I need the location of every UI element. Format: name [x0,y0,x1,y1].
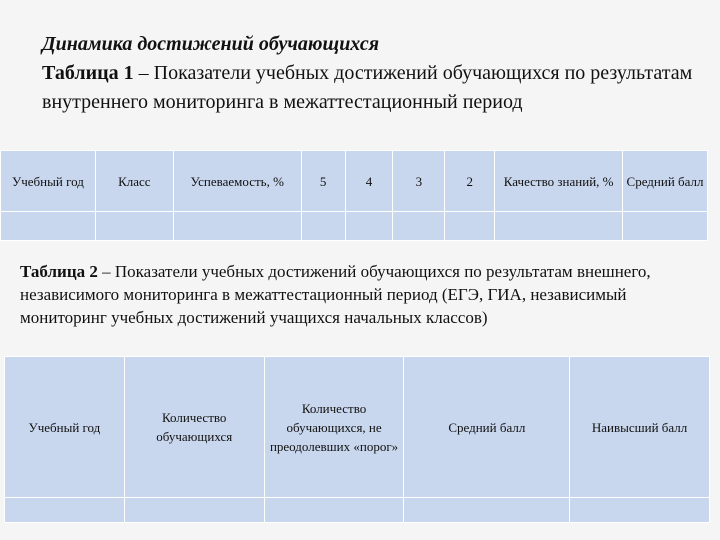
table1-header-row [1,151,708,212]
table2-caption-text: – Показатели учебных достижений обучающихся по результатам внешнего, независимого мониторинга в межаттестационный период (ЕГЭ, ГИА, независимый мониторинг учебных достижений учащихся начальных классов) [20,262,651,327]
table-cell [570,498,710,523]
table2-label: Таблица 2 [20,262,98,281]
table1-header-cell: 5 [301,151,345,212]
slide-heading [42,30,702,117]
table-cell [345,212,393,241]
table-2 [4,356,710,523]
table1-header-cell: 4 [345,151,393,212]
table-1 [0,150,708,241]
table-cell [1,212,96,241]
table1-header-cell: Качество знаний, % [495,151,623,212]
table1-caption-text: – Показатели учебных достижений обучающихся по результатам внутреннего мониторинга в межаттестационный период [42,62,693,113]
table-cell [173,212,301,241]
table2-header-cell: Количество обучающихся [124,357,264,498]
table-cell [404,498,570,523]
table2-header-cell: Количество обучающихся, не преодолевших «порог» [264,357,404,498]
table-cell [495,212,623,241]
table1-header-cell: Средний балл [623,151,708,212]
table1-header-cell: Успеваемость, % [173,151,301,212]
table2-header-cell: Наивысший балл [570,357,710,498]
table2-header-cell: Средний балл [404,357,570,498]
table2-header-row [5,357,710,498]
table-cell [623,212,708,241]
slide-title: Динамика достижений обучающихся [42,33,379,55]
table-cell [301,212,345,241]
table1-caption [42,59,702,117]
table2-caption [20,260,710,329]
table1-header-cell: Учебный год [1,151,96,212]
table1-header-cell: 3 [393,151,445,212]
table1-header-cell: 2 [445,151,495,212]
table1-header-cell: Класс [95,151,173,212]
table2-header-cell: Учебный год [5,357,125,498]
table1-label: Таблица 1 [42,62,134,84]
table-cell [445,212,495,241]
table-row [5,498,710,523]
table-cell [95,212,173,241]
table-cell [264,498,404,523]
table-cell [393,212,445,241]
table-cell [5,498,125,523]
table-cell [124,498,264,523]
table-row [1,212,708,241]
